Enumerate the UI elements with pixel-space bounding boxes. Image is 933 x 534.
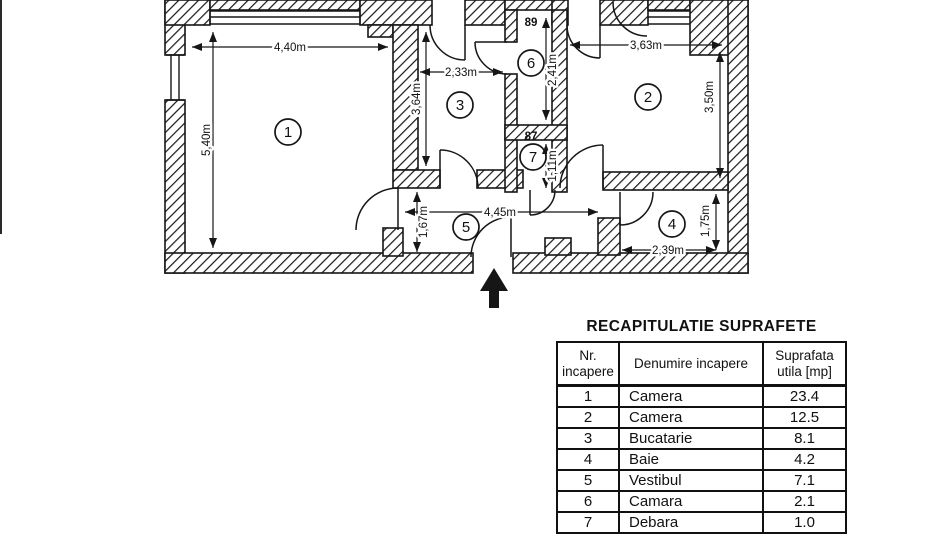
dim-room7-height	[546, 144, 559, 188]
svg-text:3,64m: 3,64m	[411, 83, 423, 115]
svg-text:4,40m: 4,40m	[274, 42, 306, 54]
window-room1-left	[166, 55, 184, 100]
svg-text:1: 1	[283, 124, 293, 141]
dim-room2-height	[704, 52, 720, 178]
svg-text:1,11m: 1,11m	[547, 150, 559, 182]
door-room6	[475, 42, 507, 74]
room-circle-3	[447, 92, 473, 118]
table-row: 6 Camara 2.1	[557, 491, 846, 512]
recap-section	[556, 318, 847, 534]
svg-text:3,50m: 3,50m	[704, 81, 716, 113]
svg-text:2: 2	[643, 89, 653, 106]
table-row: 4 Baie 4.2	[557, 449, 846, 470]
room-circle-7	[520, 144, 546, 170]
col-header-denumire: Denumire incapere	[619, 342, 763, 386]
door-entrance	[471, 217, 511, 257]
entrance-arrow-icon	[480, 268, 508, 308]
svg-text:4: 4	[667, 216, 677, 233]
door-room4	[620, 192, 653, 225]
dim-room4-height	[700, 194, 716, 250]
table-row: 3 Bucatarie 8.1	[557, 428, 846, 449]
room-circle-4	[659, 211, 685, 237]
room-circle-2	[635, 84, 661, 110]
door-room1-vestibul	[356, 188, 398, 230]
svg-text:1,67m: 1,67m	[418, 206, 430, 238]
door-room7	[530, 190, 555, 215]
svg-text:6: 6	[526, 55, 536, 72]
table-row: 2 Camera 12.5	[557, 407, 846, 428]
svg-text:1,75m: 1,75m	[700, 205, 712, 237]
room-7-code-label: 87	[524, 131, 538, 143]
header-row	[557, 342, 846, 386]
room-circle-6	[518, 50, 544, 76]
room-circle-5	[453, 214, 479, 240]
col-header-suprafata: Suprafata utila [mp]	[763, 342, 846, 386]
svg-text:3: 3	[455, 97, 465, 114]
svg-text:5: 5	[461, 219, 471, 236]
dim-vestibul-width	[405, 207, 598, 219]
door-top-left	[430, 25, 465, 60]
dim-room1-height	[201, 32, 213, 248]
door-top-right	[567, 25, 600, 58]
dimensions	[192, 18, 722, 257]
svg-text:7: 7	[528, 149, 538, 166]
window-room2-top	[648, 11, 690, 24]
recap-title: RECAPITULATIE SUPRAFETE	[586, 318, 817, 335]
svg-text:5,40m: 5,40m	[201, 124, 213, 156]
table-row: 7 Debara 1.0	[557, 512, 846, 533]
svg-text:4,45m: 4,45m	[484, 207, 516, 219]
svg-text:2,41m: 2,41m	[547, 54, 559, 86]
dim-room1-width	[192, 42, 388, 54]
dim-vestibul-height	[417, 192, 430, 252]
room-6-code-label: 89	[524, 17, 538, 29]
col-header-nr: Nr. incapere	[557, 342, 619, 386]
room-circle-1	[275, 119, 301, 145]
table-row: 5 Vestibul 7.1	[557, 470, 846, 491]
svg-text:2,39m: 2,39m	[652, 245, 684, 257]
window-room1-top	[210, 11, 360, 24]
svg-text:3,63m: 3,63m	[630, 40, 662, 52]
table-row: 1 Camera 23.4	[557, 386, 846, 408]
recap-table	[556, 341, 847, 534]
svg-text:2,33m: 2,33m	[445, 67, 477, 79]
door-room3-vestibul	[440, 150, 478, 188]
